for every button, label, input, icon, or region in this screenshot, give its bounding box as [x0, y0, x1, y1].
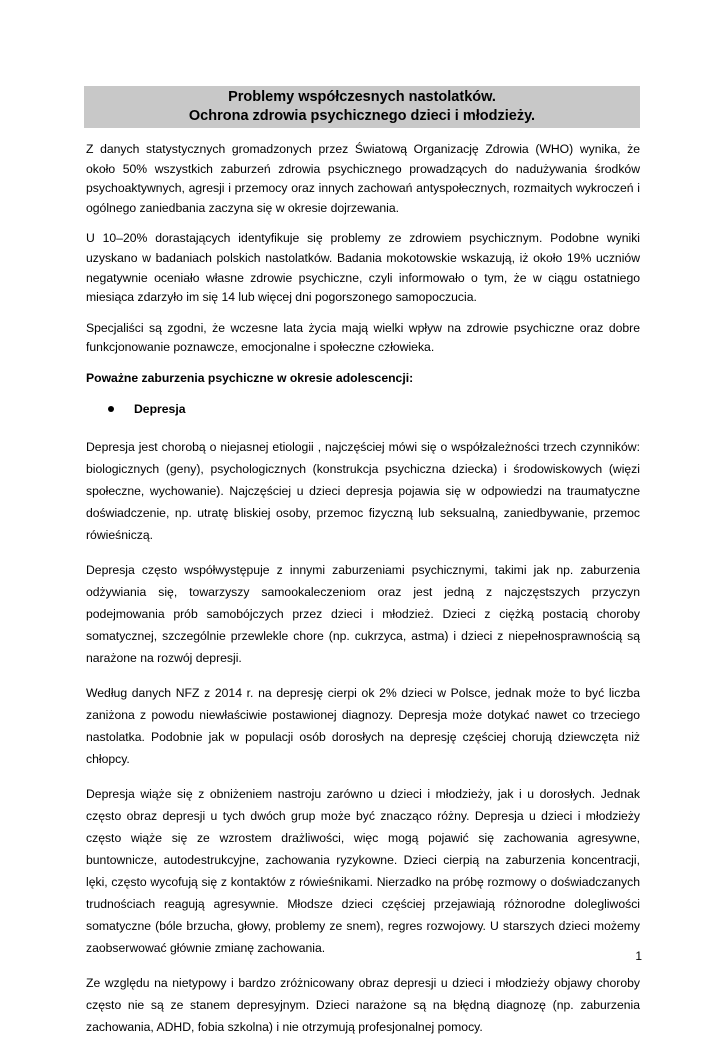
document-title-line-2: Ochrona zdrowia psychicznego dzieci i młodzieży.	[188, 108, 536, 124]
section-heading: Poważne zaburzenia psychiczne w okresie adolescencji:	[86, 370, 414, 385]
intro-paragraph-2: U 10–20% dorastających identyfikuje się problemy ze zdrowiem psychicznym. Podobne wyniki uzyskano w badaniach polskich nastolatków. Badania mokotowskie wskazują, iż około 19% uczniów negatywnie oceniało własne zdrowie psychiczne, czyli informowało o tym, że w ciągu ostatniego miesiąca zdarzyło im się 14 lub więcej dni pogorszonego samopoczucia.	[86, 231, 640, 305]
depression-paragraph-3: Według danych NFZ z 2014 r. na depresję cierpi ok 2% dzieci w Polsce, jednak może to być liczba zaniżona z powodu niewłaściwie postawionej diagnozy. Depresja może dotykać nawet co trzeciego nastolatka. Podobnie jak w populacji osób dorosłych na depresję częściej chorują dziewczęta niż chłopcy.	[86, 685, 640, 766]
depression-paragraph-2: Depresja często współwystępuje z innymi zaburzeniami psychicznymi, takimi jak np. zaburzenia odżywiania się, towarzyszy samookaleczeniom oraz jest jedną z najczęstszych przyczyn podejmowania prób samobójczych przez dzieci i młodzież. Dzieci z ciężką postacią choroby somatycznej, szczególnie przewlekle chore (np. cukrzyca, astma) i dzieci z niepełnosprawnością są narażone na rozwój depresji.	[86, 562, 640, 665]
depression-paragraph-5: Ze względu na nietypowy i bardzo zróżnicowany obraz depresji u dzieci i młodzieży objawy choroby często nie są ze stanem depresyjnym. Dzieci narażone są na błędną diagnozę (np. zaburzenia zachowania, ADHD, fobia szkolna) i nie otrzymują profesjonalnej pomocy.	[86, 975, 640, 1034]
intro-paragraph-3: Specjaliści są zgodni, że wczesne lata życia mają wielki wpływ na zdrowie psychiczne oraz dobre funkcjonowanie poznawcze, emocjonalne i społeczne człowieka.	[86, 320, 640, 355]
bullet-label: Depresja	[134, 401, 186, 416]
document-title-line-1: Problemy współczesnych nastolatków.	[228, 89, 496, 105]
depression-paragraph-1: Depresja jest chorobą o niejasnej etiologii , najczęściej mówi się o współzależności trzech czynników: biologicznych (geny), psychologicznych (konstrukcja psychiczna dziecka) i środowiskowych (więzi społeczne, wychowanie). Najczęściej u dzieci depresja pojawia się w odpowiedzi na traumatyczne doświadczenie, np. utratę bliskiej osoby, przemoc fizyczną lub seksualną, zaniedbywanie, przemoc rówieśniczą.	[86, 439, 640, 542]
bullet-item-depresja	[86, 400, 640, 419]
document-body	[86, 140, 640, 1051]
bullet-dot-icon	[108, 406, 114, 412]
intro-paragraph-1: Z danych statystycznych gromadzonych przez Światową Organizację Zdrowia (WHO) wynika, że około 50% wszystkich zaburzeń zdrowia psychicznego prowadzących do nadużywania środków psychoaktywnych, agresji i przemocy oraz innych zachowań antyspołecznych, rozmaitych wykroczeń i ogólnego zaniedbania zaczyna się w okresie dojrzewania.	[86, 142, 640, 215]
depression-paragraph-4: Depresja wiąże się z obniżeniem nastroju zarówno u dzieci i młodzieży, jak i u dorosłych. Jednak często obraz depresji u tych dwóch grup może być znacząco różny. Depresja u dzieci i młodzieży często wiąże się ze wzrostem drażliwości, więc mogą pojawić się zachowania agresywne, buntownicze, autodestrukcyjne, zachowania ryzykowne. Dzieci cierpią na zaburzenia koncentracji, lęki, często wycofują się z kontaktów z rówieśnikami. Nierzadko na próbę rozmowy o doświadczanych trudnościach reagują agresywnie. Młodsze dzieci częściej przejawiają różnorodne dolegliwości somatyczne (bóle brzucha, głowy, problemy ze snem), regres rozwojowy. U starszych dzieci możemy zaobserwować głównie zmianę zachowania.	[86, 786, 640, 955]
title-banner	[84, 86, 640, 128]
page-number: 1	[635, 949, 642, 963]
